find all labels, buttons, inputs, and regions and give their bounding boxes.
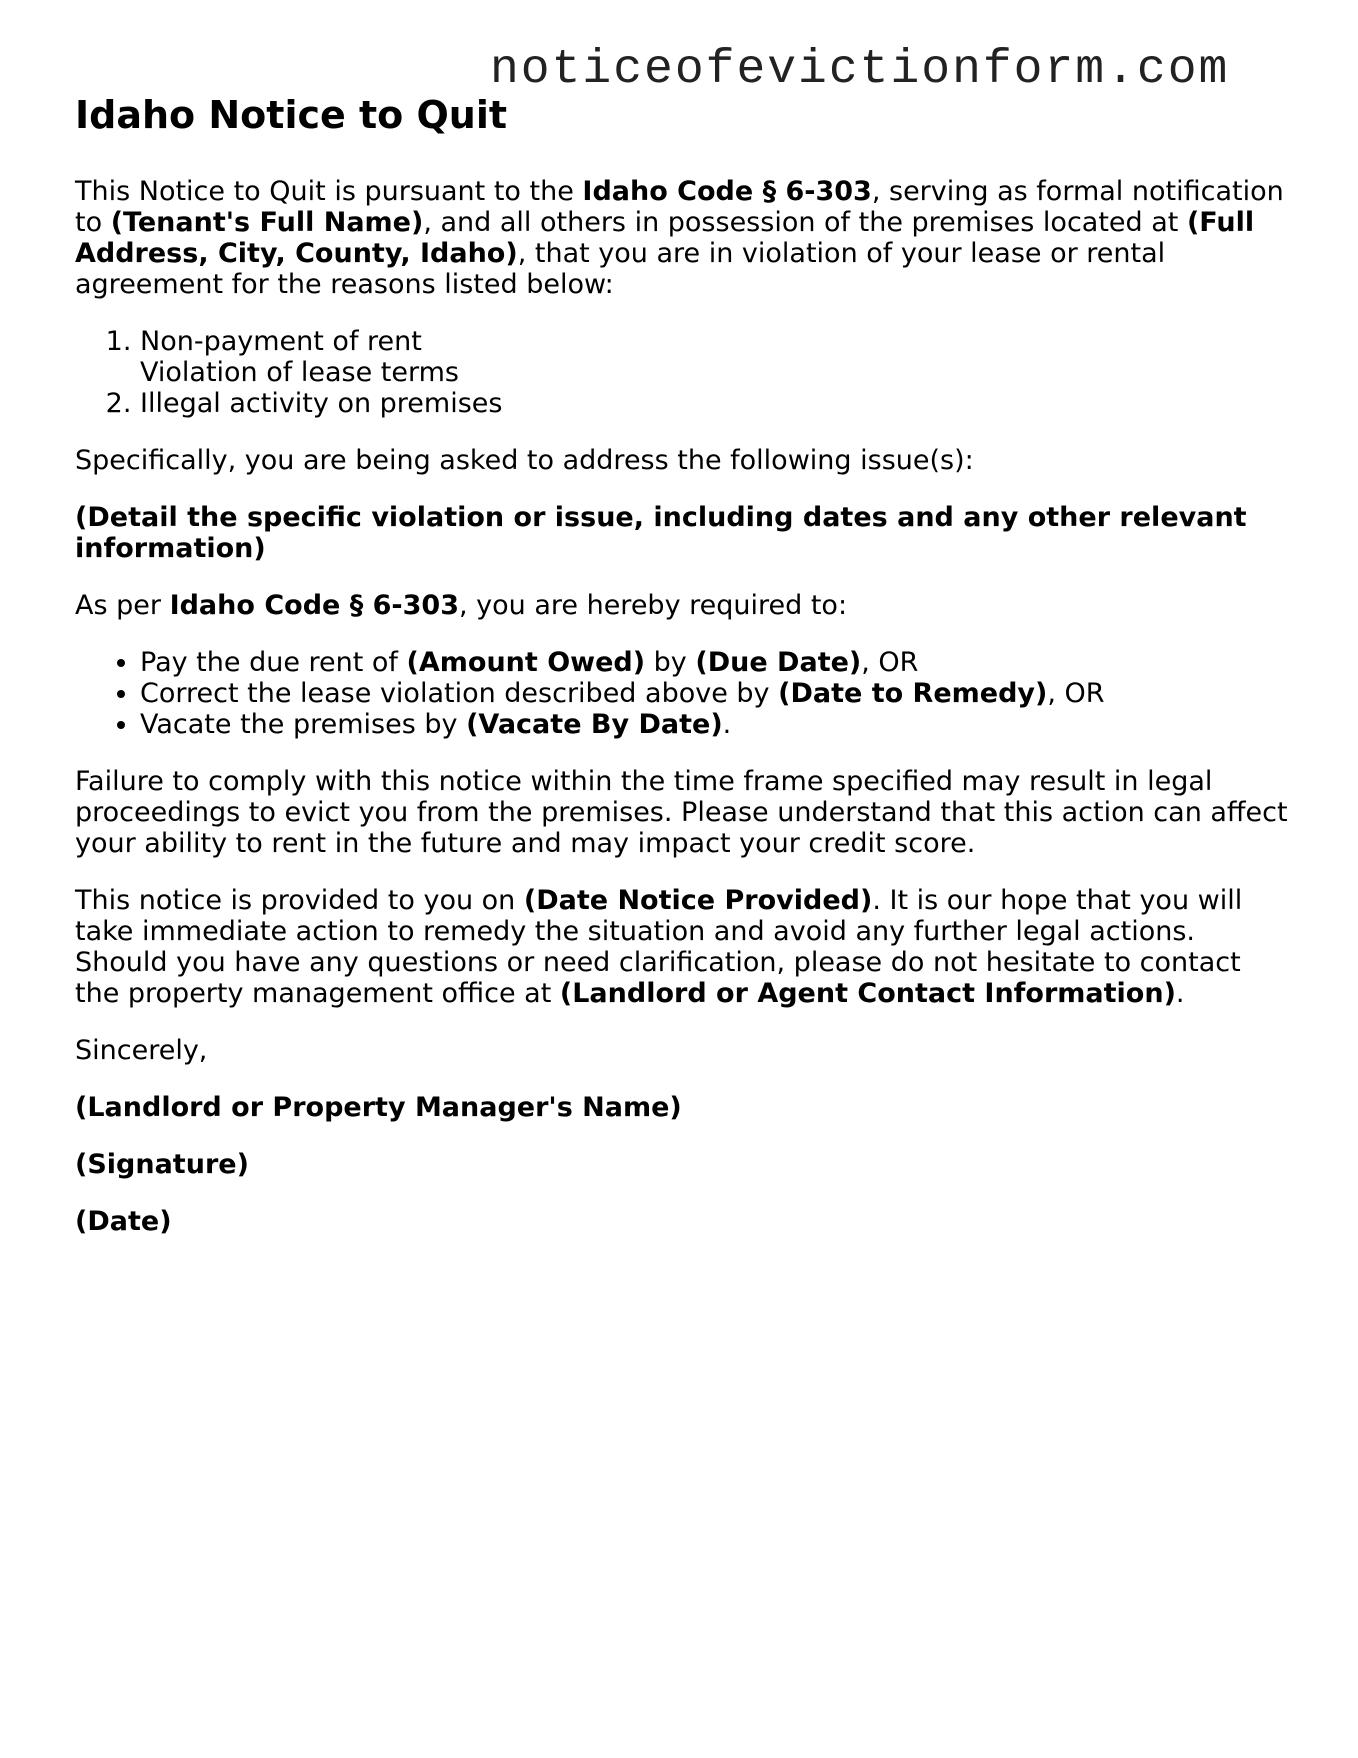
remedy-date-field: (Date to Remedy) [778, 678, 1048, 709]
notice-document [75, 92, 1290, 1263]
provided-paragraph: This notice is provided to you on (Date Notice Provided). It is our hope that you will take immediate action to remedy the situation and avoid any further legal actions. Should you have any questions or need clarification, please do not hesitate to contact the property management office at (Landlord or Agent Contact Information). [75, 885, 1243, 1009]
reason-illegal-activity: Illegal activity on premises [140, 388, 503, 419]
list-item: • Correct the lease violation described above by (Date to Remedy), OR [140, 678, 1290, 709]
contact-info-field: (Landlord or Agent Contact Information) [559, 978, 1176, 1009]
page-title: Idaho Notice to Quit [75, 93, 508, 137]
list-item [140, 388, 1290, 419]
signature-field: (Signature) [75, 1149, 249, 1180]
address-field: (Full Address, City, County, Idaho) [75, 207, 1255, 269]
reasons-list [75, 326, 1290, 419]
detail-field: (Detail the specific violation or issue, including dates and any other relevant information) [75, 502, 1247, 564]
tenant-name-field: (Tenant's Full Name) [110, 207, 424, 238]
list-item [140, 326, 1290, 388]
as-per-paragraph: As per Idaho Code § 6-303, you are hereby required to: [75, 590, 848, 621]
requirements-list [75, 647, 1290, 740]
specifically-paragraph: Specifically, you are being asked to address the following issue(s): [75, 445, 974, 476]
amount-owed-field: (Amount Owed) [406, 647, 646, 678]
failure-paragraph: Failure to comply with this notice within the time frame specified may result in legal proceedings to evict you from the premises. Please understand that this action can affect your ability to rent in the future and may impact your credit score. [75, 766, 1288, 859]
notice-date-field: (Date Notice Provided) [523, 885, 873, 916]
due-date-field: (Due Date) [695, 647, 862, 678]
landlord-name-field: (Landlord or Property Manager's Name) [75, 1092, 682, 1123]
reason-lease-violation: Violation of lease terms [140, 357, 459, 388]
date-field: (Date) [75, 1206, 172, 1237]
intro-paragraph: This Notice to Quit is pursuant to the Idaho Code § 6-303, serving as formal notification to (Tenant's Full Name), and all others in possession of the premises located at (Full Address, City, County, Idaho), that you are in violation of your lease or rental agreement for the reasons listed below: [75, 176, 1284, 300]
vacate-date-field: (Vacate By Date) [466, 709, 723, 740]
statute-reference: Idaho Code § 6-303 [582, 176, 872, 207]
closing-text: Sincerely, [75, 1035, 208, 1066]
statute-reference: Idaho Code § 6-303 [169, 590, 459, 621]
reason-nonpayment: 1. Non-payment of rent [140, 326, 422, 357]
list-item: • Vacate the premises by (Vacate By Date). [140, 709, 1290, 740]
site-watermark: noticeofevictionform.com [490, 43, 1230, 97]
list-item: • Pay the due rent of (Amount Owed) by (Due Date), OR [140, 647, 1290, 678]
